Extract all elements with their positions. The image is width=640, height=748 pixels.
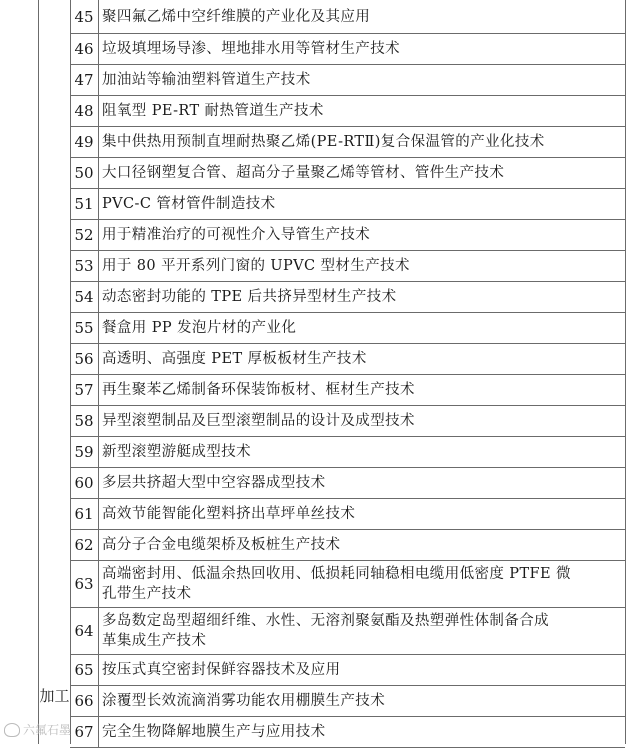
table-row	[70, 96, 625, 127]
table-row	[70, 561, 625, 608]
row-number: 50	[70, 158, 99, 188]
row-text-line: 孔带生产技术	[102, 586, 192, 602]
row-text	[99, 608, 625, 654]
watermark-text: 六氟石墨	[23, 723, 72, 737]
row-number: 52	[70, 220, 99, 250]
row-number: 48	[70, 96, 99, 126]
row-text: 多层共挤超大型中空容器成型技术	[102, 475, 326, 491]
row-number: 54	[70, 282, 99, 312]
row-text: 用于 80 平开系列门窗的 UPVC 型材生产技术	[102, 258, 410, 274]
row-text: PVC-C 管材管件制造技术	[102, 196, 276, 212]
row-number: 53	[70, 251, 99, 281]
table-row	[70, 189, 625, 220]
row-text-line: 多岛数定岛型超细纤维、水性、无溶剂聚氨酯及热塑弹性体制备合成	[102, 613, 549, 629]
row-text-wrapped	[102, 564, 571, 604]
row-number: 62	[70, 530, 99, 560]
row-text: 新型滚塑游艇成型技术	[102, 444, 251, 460]
row-text: 涂覆型长效流滴消雾功能农用棚膜生产技术	[102, 693, 386, 709]
row-number: 49	[70, 127, 99, 157]
row-text: 动态密封功能的 TPE 后共挤异型材生产技术	[102, 289, 397, 305]
row-number: 51	[70, 189, 99, 219]
row-number: 65	[70, 655, 99, 685]
table-row	[70, 65, 625, 96]
row-number: 46	[70, 34, 99, 64]
table-row	[70, 0, 625, 34]
table-row	[70, 499, 625, 530]
row-number: 66	[70, 686, 99, 716]
watermark	[4, 721, 71, 738]
row-text: 聚四氟乙烯中空纤维膜的产业化及其应用	[102, 8, 371, 25]
row-number: 56	[70, 344, 99, 374]
watermark-logo-icon	[4, 723, 20, 737]
table-row	[70, 608, 625, 655]
row-text: 加油站等输油塑料管道生产技术	[102, 72, 311, 88]
table-row	[70, 437, 625, 468]
row-text-wrapped	[102, 611, 549, 651]
row-text: 大口径钢塑复合管、超高分子量聚乙烯等管材、管件生产技术	[102, 165, 505, 181]
row-text: 高透明、高强度 PET 厚板板材生产技术	[102, 351, 367, 367]
row-number: 61	[70, 499, 99, 529]
table-body	[70, 0, 625, 748]
technology-table	[38, 0, 626, 744]
category-column	[39, 0, 71, 744]
row-text: 异型滚塑制品及巨型滚塑制品的设计及成型技术	[102, 413, 415, 429]
table-row	[70, 313, 625, 344]
row-number: 67	[70, 717, 99, 747]
table-row	[70, 375, 625, 406]
row-text: 阻氧型 PE-RT 耐热管道生产技术	[102, 103, 324, 119]
row-number: 58	[70, 406, 99, 436]
row-number: 64	[70, 608, 99, 654]
row-text: 垃圾填埋场导渗、埋地排水用等管材生产技术	[102, 41, 400, 57]
row-text: 用于精准治疗的可视性介入导管生产技术	[102, 227, 371, 243]
table-row	[70, 220, 625, 251]
row-text: 再生聚苯乙烯制备环保装饰板材、框材生产技术	[102, 382, 415, 398]
row-number: 63	[70, 561, 99, 607]
table-row	[70, 251, 625, 282]
table-row	[70, 344, 625, 375]
row-number: 55	[70, 313, 99, 343]
row-text: 高分子合金电缆架桥及板桩生产技术	[102, 537, 341, 553]
row-number: 45	[70, 0, 99, 33]
table-row	[70, 406, 625, 437]
table-row	[70, 530, 625, 561]
table-row	[70, 158, 625, 189]
row-text-line: 高端密封用、低温余热回收用、低损耗同轴稳相电缆用低密度 PTFE 微	[102, 566, 571, 582]
table-row	[70, 468, 625, 499]
category-label: 加工	[39, 687, 70, 705]
row-text: 高效节能智能化塑料挤出草坪单丝技术	[102, 506, 356, 522]
row-text: 餐盒用 PP 发泡片材的产业化	[102, 320, 297, 336]
row-number: 59	[70, 437, 99, 467]
table-row	[70, 127, 625, 158]
row-text-line: 革集成生产技术	[102, 633, 207, 649]
row-number: 57	[70, 375, 99, 405]
table-row	[70, 282, 625, 313]
row-text: 集中供热用预制直埋耐热聚乙烯(PE-RTⅡ)复合保温管的产业化技术	[102, 134, 545, 150]
row-text	[99, 561, 625, 607]
row-text: 按压式真空密封保鲜容器技术及应用	[102, 662, 341, 678]
table-row	[70, 717, 625, 748]
row-number: 60	[70, 468, 99, 498]
table-row	[70, 655, 625, 686]
table-row	[70, 34, 625, 65]
row-text: 完全生物降解地膜生产与应用技术	[102, 724, 326, 740]
row-number: 47	[70, 65, 99, 95]
table-row	[70, 686, 625, 717]
